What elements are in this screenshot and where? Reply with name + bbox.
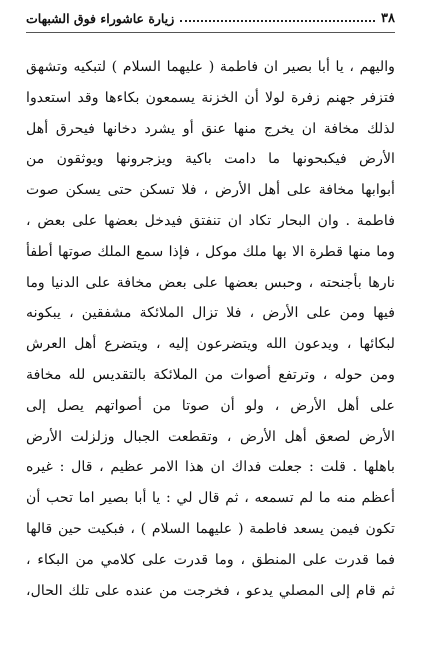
text-line: نارها بأجنحته ، وحبس بعضها على بعض مخافة على الدنيا وما bbox=[26, 274, 395, 291]
header-rule bbox=[26, 32, 395, 33]
text-line: فيها ومن على الأرض ، فلا تزال الملائكة مشفقين ، يبكونه bbox=[26, 305, 395, 322]
page-number: ٣٨ bbox=[381, 10, 395, 26]
running-title: زيارة عاشوراء فوق الشبهات bbox=[26, 10, 175, 26]
text-line: ومن حوله ، وترتفع أصوات من الملائكة بالتقديس لله مخافة bbox=[26, 366, 395, 383]
dotted-leader bbox=[180, 20, 375, 22]
text-line: واليهم ، يا أبا بصير ان فاطمة ( عليهما السلام ) لتبكيه وتشهق bbox=[26, 59, 395, 75]
text-line: تكون فيمن يسعد فاطمة ( عليهما السلام ) ، فبكيت حين قالها bbox=[26, 520, 395, 537]
text-line: لذلك مخافة ان يخرج منها عنق أو يشرد دخانها فيحرق أهل bbox=[26, 120, 395, 137]
text-line: فتزفر جهنم زفرة لولا أن الخزنة يسمعون بكاءها وقد استعدوا bbox=[26, 89, 395, 106]
text-line: الأرض لصعق أهل الأرض ، وتقطعت الجبال وزلزلت الأرض bbox=[26, 428, 395, 445]
text-line: ثم قام إلى المصلي يدعو ، فخرجت من عنده على تلك الحال، bbox=[26, 582, 395, 599]
text-line: فاطمة . وان البحار تكاد ان تنفتق فيدخل بعضها على بعض ، bbox=[26, 212, 395, 229]
text-line: على أهل الأرض ، ولو أن صوتا من أصواتهم يصل إلى bbox=[26, 397, 395, 414]
text-line: الأرض فيكبحونها ما دامت باكية ويزجرونها ويوثقون من bbox=[26, 151, 395, 168]
body-text bbox=[26, 52, 395, 606]
text-line: باهلها . قلت : جعلت فداك ان هذا الامر عظيم ، قال : غيره bbox=[26, 459, 395, 476]
text-line: أبوابها مخافة على أهل الأرض ، فلا تسكن حتى يسكن صوت bbox=[26, 182, 395, 199]
text-line: أعظم منه ما لم تسمعه ، ثم قال لي : يا أبا بصير اما تحب أن bbox=[26, 490, 395, 507]
text-line: وما منها قطرة الا بها ملك موكل ، فإذا سمع الملك صوتها أطفأ bbox=[26, 243, 395, 260]
text-line: فما قدرت على المنطق ، وما قدرت على كلامي من البكاء ، bbox=[26, 551, 395, 568]
running-head bbox=[26, 8, 395, 28]
text-line: لبكائها ، ويدعون الله ويتضرعون إليه ، ويتضرع أهل العرش bbox=[26, 336, 395, 353]
